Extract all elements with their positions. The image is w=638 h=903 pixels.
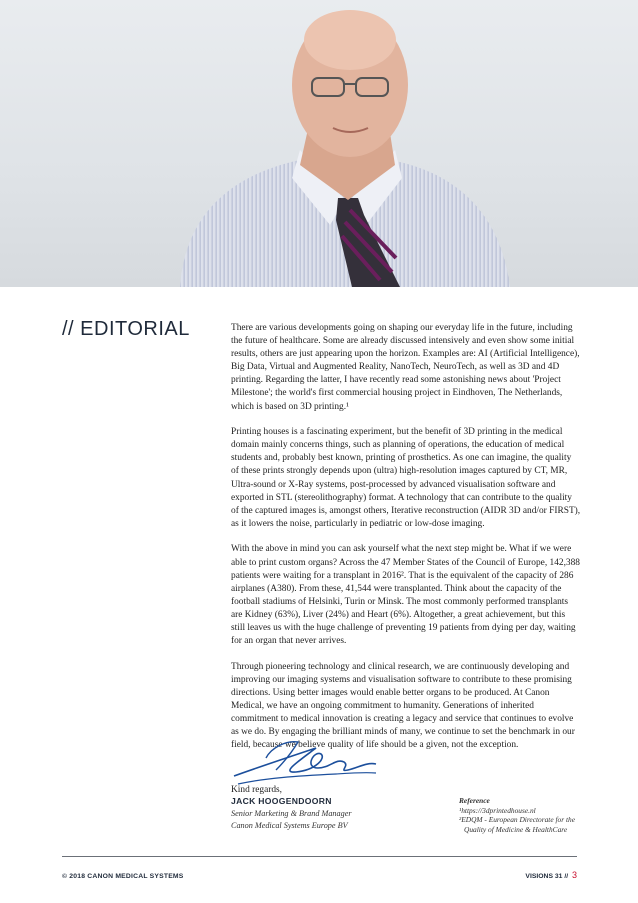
closing-text: Kind regards, bbox=[231, 785, 283, 796]
reference-item: Quality of Medicine & HealthCare bbox=[464, 824, 568, 834]
magazine-issue: VISIONS 31 // bbox=[525, 873, 569, 880]
author-portrait-photo bbox=[0, 0, 638, 287]
author-name: JACK HOOGENDOORN bbox=[231, 796, 332, 806]
footer-page-info bbox=[525, 870, 577, 880]
reference-block bbox=[459, 796, 599, 834]
footer-copyright: © 2018 CANON MEDICAL SYSTEMS bbox=[62, 873, 184, 880]
paragraph-3: With the above in mind you can ask yourself what the next step might be. What if we were able to print custom organs? Across the 47 Member States of the Council of Europe, 142,388 patients were waiting for a transplant in 2016². That is the equivalent of the capacity of 286 airplanes (A380). From these, 41,544 were transplanted. Think about the capacity of the football stadiums of Helsinki, Turin or Minsk. The most commonly performed transplants are Kidney (63%), Liver (24%) and Heart (6%). Altogether, a great achievement, but this still leaves us with the huge challenge of preventing 19 patients from dying per day, waiting for an organ that never arrives. bbox=[231, 544, 580, 647]
paragraph-2: Printing houses is a fascinating experiment, but the benefit of 3D printing in the medical domain mainly concerns things, such as planning of operations, the education of medical students and, probably best known, printing of prosthetics. As one can imagine, the quality of these prints strongly depends upon (ultra) high-resolution images captured by CT, MR, Ultra-sound or X-Ray systems, post-processed by advanced visualisation software and exported in STL (stereolithography) format. A technology that can contribute to the quality of the captured images is, amongst others, Iterative reconstruction (AIDR 3D and/or FIRST), as it lowers the noise, particularly in pediatric or low-dose imaging. bbox=[231, 427, 581, 529]
author-role: Senior Marketing & Brand Manager bbox=[231, 809, 352, 818]
footer-divider bbox=[62, 856, 577, 857]
handwritten-signature bbox=[226, 728, 386, 792]
paragraph-1: There are various developments going on shaping our everyday life in the future, including the future of healthcare. Some are already discussed intensively and even show some initial results, others are just appearing upon the horizon. Examples are: AI (Artificial Intelligence), Big Data, Virtual and Augmented Reality, NanoTech, NeuroTech, as well as 3D and 4D printing. Regarding the latter, I have recently read some astonishing news about 'Project Milestone'; the world's first commercial housing project in Eindhoven, The Netherlands, which is based on 3D printing.¹ bbox=[231, 323, 580, 412]
portrait-illustration bbox=[0, 0, 638, 287]
section-title: // EDITORIAL bbox=[62, 318, 190, 340]
author-company: Canon Medical Systems Europe BV bbox=[231, 821, 348, 830]
page-number: 3 bbox=[571, 870, 577, 880]
reference-item: ¹https://3dprintedhouse.nl bbox=[459, 805, 536, 815]
paragraph-4: Through pioneering technology and clinical research, we are continuously developing and improving our imaging systems and visualisation software to contribute to these promising directions. Using better images would enable better organs to be produced. At Canon Medical, we have an ongoing commitment to humanity. Generations of inherited commitment to medical innovation is creating a legacy and service that continues to evolve as we do. By engaging the brilliant minds of many, we continue to set the benchmark in our field, because we believe quality of life should be a given, not the exception. bbox=[231, 661, 575, 751]
reference-item: ²EDQM - European Directorate for the bbox=[459, 815, 575, 825]
reference-title: Reference bbox=[459, 796, 490, 805]
